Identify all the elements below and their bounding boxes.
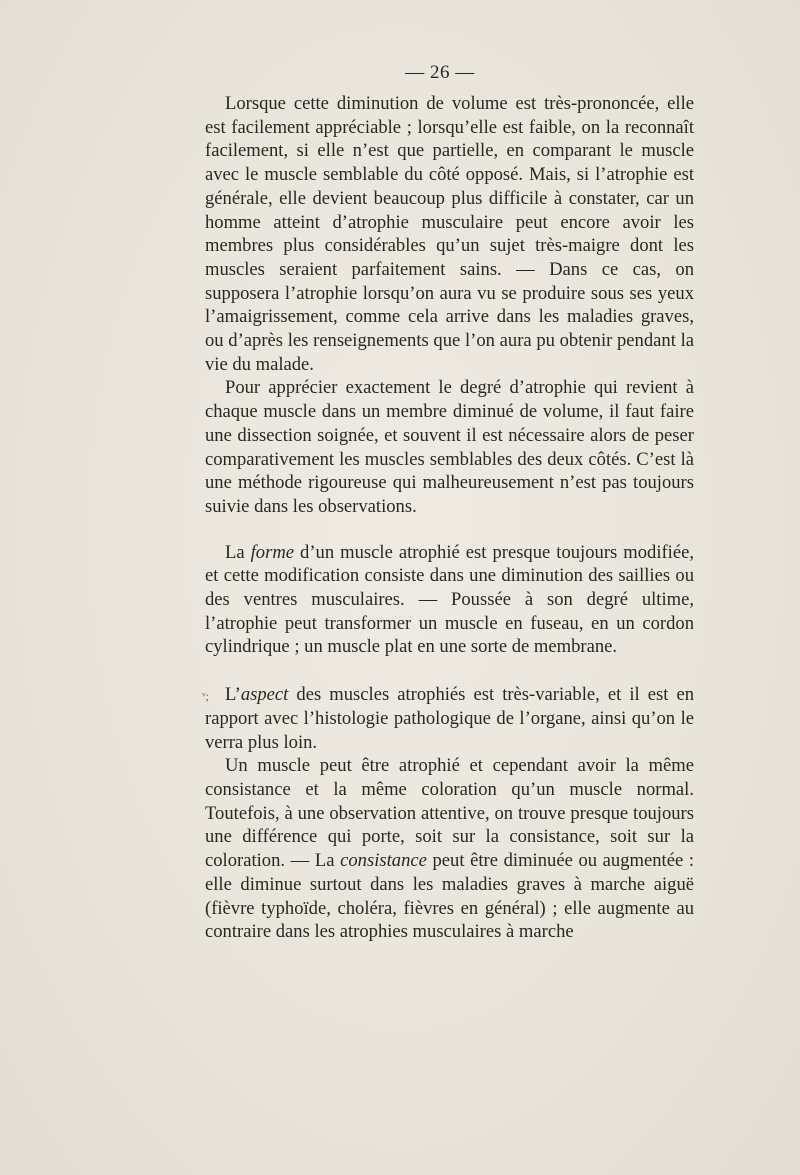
paragraph-form-rest: d’un muscle atrophié est presque toujours modifiée, et cette modification consiste dans une diminution des saillies ou des ventres musculaires. — Poussée à son degré ultime, l’atrophie peut transformer un muscle en fuseau, en un cordon cylindrique ; un muscle plat en une sorte de membrane. [205, 541, 694, 658]
margin-mark: ᵛ; [202, 689, 209, 703]
paragraph-volume: Lorsque cette diminution de volume est très-prononcée, elle est facilement appréciable ; lorsqu’elle est faible, on la reconnaît facilement, si elle n’est que partielle, en comparant le muscle avec le muscle semblable du côté opposé. Mais, si l’atrophie est générale, elle devient beaucoup plus difficile à constater, car un homme atteint d’atrophie musculaire peut encore avoir les membres plus considérables qu’un sujet très-maigre dont les muscles seraient parfaitement sains. — Dans ce cas, on supposera l’atrophie lorsqu’on aura vu se produire sous ses yeux l’amaigrissement, comme cela arrive dans les maladies graves, ou d’après les renseignements que l’on aura pu obtenir pendant la vie du malade. [205, 93, 694, 375]
paragraph-aspect [205, 683, 694, 754]
paragraph-aspect-rest: des muscles atrophiés est très-variable, et il est en rapport avec l’histologie pathologique de l’organe, ainsi qu’on le verra plus loin. [205, 684, 694, 753]
term-consistance: consistance [340, 850, 427, 872]
paragraph-consistency-rest: peut être diminuée ou augmentée : elle diminue surtout dans les maladies graves à marche aiguë (fièvre typhoïde, choléra, fièvres en général) ; elle augmente au contraire dans les atrophies musculaires à marche [205, 850, 694, 943]
term-aspect: aspect [240, 684, 289, 706]
paragraph-degree: Pour apprécier exactement le degré d’atrophie qui revient à chaque muscle dans un membre diminué de volume, il faut faire une dissection soignée, et souvent il est nécessaire alors de peser comparativement les muscles semblables des deux côtés. C’est là une méthode rigoureuse qui malheureusement n’est pas toujours suivie dans les observations. [205, 377, 694, 517]
paragraph-consistency [205, 754, 694, 944]
page-number: — 26 — [405, 62, 475, 83]
body-text [205, 92, 694, 944]
term-forme: forme [250, 541, 295, 563]
paragraph-aspect-start: L’ [225, 684, 241, 706]
paragraph-form [205, 541, 694, 660]
paragraph-form-start: La [225, 541, 251, 563]
paragraph-consistency-start: Un muscle peut être atrophié et cependant avoir la même consistance et la même coloration qu’un muscle normal. Toutefois, à une observation attentive, on trouve presque toujours une différence qui porte, soit sur la consistance, soit sur la coloration. — La [205, 755, 694, 872]
